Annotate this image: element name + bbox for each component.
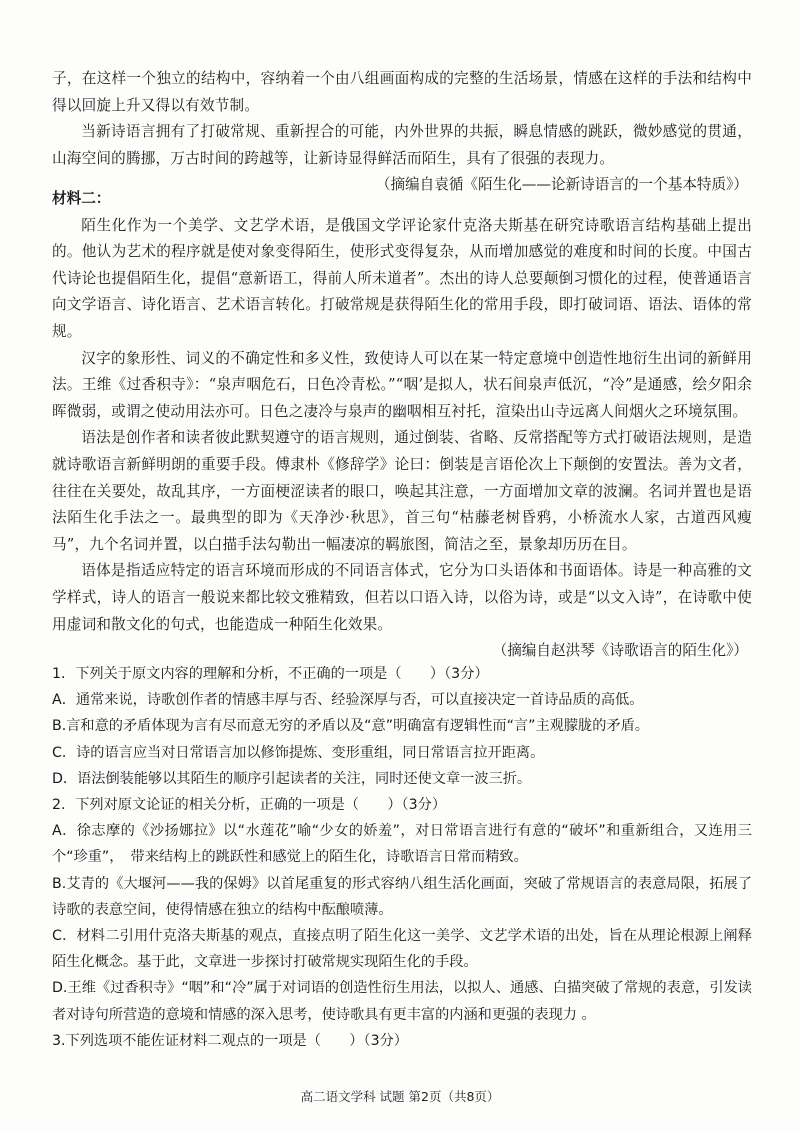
- passage1-paragraph-tail: 子，在这样一个独立的结构中，容纳着一个由八组画面构成的完整的生活场景，情感在这样的手法和结构中得以回旋上升又得以有效节制。: [52, 70, 752, 114]
- question-2-option-d: D.王维《过香积寺》“咽”和“冷”属于对词语的创造性衍生用法，以拟人、通感、白描突破了常规的表意，引发读者对诗句所营造的意境和情感的深入思考，使诗歌具有更丰富的内涵和更强的表现力 。: [52, 980, 752, 1023]
- passage1-paragraph-conclusion: 当新诗语言拥有了打破常规、重新捏合的可能，内外世界的共振，瞬息情感的跳跃，微妙感觉的贯通，山海空间的腾挪，万古时间的跨越等，让新诗显得鲜活而陌生，具有了很强的表现力。: [52, 123, 752, 167]
- material2-paragraph: 汉字的象形性、词义的不确定性和多义性，致使诗人可以在某一特定意境中创造性地衍生出词的新鲜用法。王维《过香积寺》：“泉声咽危石，日色冷青松。”“咽’是拟人，状石间泉声低沉，“冷”是通感，绘夕阳余晖微弱，或谓之使动用法亦可。日色之凄冷与泉声的幽咽相互衬托，渲染出山寺远离人间烟火之环境氛围。: [52, 349, 752, 420]
- material2-paragraph: 语体是指适应特定的语言环境而形成的不同语言体式，它分为口头语体和书面语体。诗是一种高雅的文学样式，诗人的语言一般说来都比较文雅精致，但若以口语入诗，以俗为诗，或是“以文入诗”，在诗歌中使用虚词和散文化的句式，也能造成一种陌生化效果。: [52, 562, 752, 633]
- passage1-section: [52, 66, 752, 199]
- material2-label: 材料二：: [52, 190, 111, 207]
- question-3-stem: 3.下列选项不能佐证材料二观点的一项是（ ）（3分）: [52, 1032, 408, 1049]
- question-1-option-b: B.言和意的矛盾体现为言有尽而意无穷的矛盾以及“意”明确富有逻辑性而“言”主观朦胧的矛盾。: [52, 718, 649, 735]
- material2-paragraph: 语法是创作者和读者彼此默契遵守的语言规则，通过倒装、省略、反常搭配等方式打破语法规则，是造就诗歌语言新鲜明朗的重要手段。傅隶朴《修辞学》论曰：倒装是言语伦次上下颠倒的安置法。善为文者，往往在关要处，故乱其序，一方面梗涩读者的眼口，唤起其注意，一方面增加文章的波澜。名词并置也是语法陌生化手法之一。最典型的即为《天净沙·秋思》，首三句“枯藤老树昏鸦，小桥流水人家，古道西风瘦马”，九个名词并置，以白描手法勾勒出一幅凄凉的羁旅图，简洁之至，景象却历历在目。: [52, 429, 752, 553]
- question-1-stem: 1．下列关于原文内容的理解和分析，不正确的一项是（ ）（3分）: [52, 666, 489, 682]
- material2-citation: （摘编自赵洪琴《诗歌语言的陌生化》）: [492, 642, 748, 660]
- passage1-citation: （摘编自袁循《陌生化——论新诗语言的一个基本特质》）: [375, 176, 748, 194]
- question-2-stem: 2．下列对原文论证的相关分析，正确的一项是（ ）（3分）: [52, 797, 447, 814]
- question-2-option-a: A．徐志摩的《沙扬娜拉》以“水莲花”喻“少女的娇羞”，对日常语言进行有意的“破坏”和重新组合，又连用三个“珍重”， 带来结构上的跳跃性和感觉上的陌生化，诗歌语言日常而精致。: [52, 823, 752, 866]
- question-1-option-d: D．语法倒装能够以其陌生的顺序引起读者的关注，同时还使文章一波三折。: [52, 770, 532, 787]
- question-1-option-a: A．通常来说，诗歌创作者的情感丰厚与否、经验深厚与否，可以直接决定一首诗品质的高低。: [52, 692, 644, 709]
- page-footer: 高二语文学科 试题 第2页（共8页）: [300, 1089, 500, 1104]
- question-2-option-b: B.艾青的《大堰河——我的保姆》以首尾重复的形式容纳八组生活化画面，突破了常规语言的表意局限，拓展了诗歌的表意空间，使得情感在独立的结构中酝酿喷薄。: [52, 875, 752, 918]
- material2-section: [52, 186, 752, 665]
- questions-section: [52, 661, 752, 1054]
- question-2-option-c: C．材料二引用什克洛夫斯基的观点，直接点明了陌生化这一美学、文艺学术语的出处，旨在从理论根源上阐释陌生化概念。基于此，文章进一步探讨打破常规实现陌生化的手段。: [52, 928, 752, 971]
- material2-paragraph: 陌生化作为一个美学、文艺学术语，是俄国文学评论家什克洛夫斯基在研究诗歌语言结构基础上提出的。他认为艺术的程序就是使对象变得陌生，使形式变得复杂，从而增加感觉的难度和时间的长度。中国古代诗论也提倡陌生化，提倡“意新语工，得前人所未道者”。杰出的诗人总要颠倒习惯化的过程，使普通语言向文学语言、诗化语言、艺术语言转化。打破常规是获得陌生化的常用手段，即打破词语、语法、语体的常规。: [52, 216, 752, 340]
- question-1-option-c: C．诗的语言应当对日常语言加以修饰提炼、变形重组，同日常语言拉开距离。: [52, 744, 545, 761]
